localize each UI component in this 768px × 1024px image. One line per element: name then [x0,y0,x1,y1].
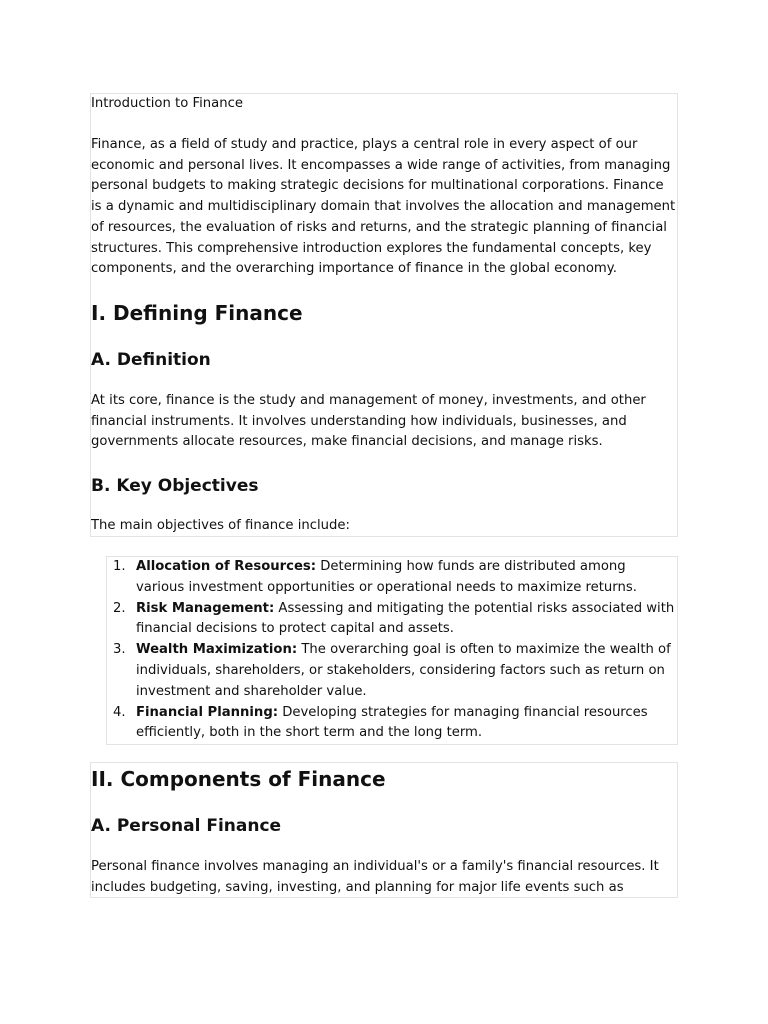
section-heading-components-of-finance: II. Components of Finance [91,767,386,791]
list-text: Determining how funds are distributed among various investment opportunities or operational needs to maximize returns. [136,559,637,595]
definition-paragraph: At its core, finance is the study and management of money, investments, and other financial instruments. It involves understanding how individuals, businesses, and governments allocate resources, make financial decisions, and manage risks. [91,393,646,450]
list-term: Allocation of Resources: [136,559,317,574]
section-heading-defining-finance: I. Defining Finance [91,301,303,325]
list-term: Risk Management: [136,600,275,616]
list-number: 1. [113,559,126,574]
content-block-intro [90,93,678,537]
list-term: Wealth Maximization: [136,642,298,658]
subheading-personal-finance: A. Personal Finance [91,816,282,836]
objectives-list [107,557,677,744]
list-number: 4. [113,704,126,720]
list-item [107,557,677,599]
list-text: Developing strategies for managing financial resources efficiently, both in the short term and the long term. [136,704,648,741]
list-text: Assessing and mitigating the potential risks associated with financial decisions to protect capital and assets. [136,600,675,637]
list-item [107,640,677,702]
content-block-components [90,762,678,898]
objectives-intro: The main objectives of finance include: [91,518,350,533]
list-term: Financial Planning: [136,704,279,720]
content-block-objectives-list [106,556,678,745]
list-number: 2. [113,600,126,616]
list-number: 3. [113,642,126,658]
list-item [107,703,677,745]
subheading-key-objectives: B. Key Objectives [91,476,259,496]
document-title: Introduction to Finance [91,96,243,111]
personal-finance-paragraph: Personal finance involves managing an individual's or a family's financial resources. It includes budgeting, saving, investing, and planning for major life events such as [91,859,659,895]
list-item [107,599,677,641]
intro-paragraph: Finance, as a field of study and practice, plays a central role in every aspect of our economic and personal lives. It encompasses a wide range of activities, from managing personal budgets to making strategic decisions for multinational corporations. Finance is a dynamic and multidisciplinary domain that involves the allocation and management of resources, the evaluation of risks and returns, and the strategic planning of financial structures. This comprehensive introduction explores the fundamental concepts, key components, and the overarching importance of finance in the global economy. [91,137,676,277]
subheading-definition: A. Definition [91,350,211,370]
list-text: The overarching goal is often to maximize the wealth of individuals, shareholders, or stakeholders, considering factors such as return on investment and shareholder value. [136,642,671,699]
